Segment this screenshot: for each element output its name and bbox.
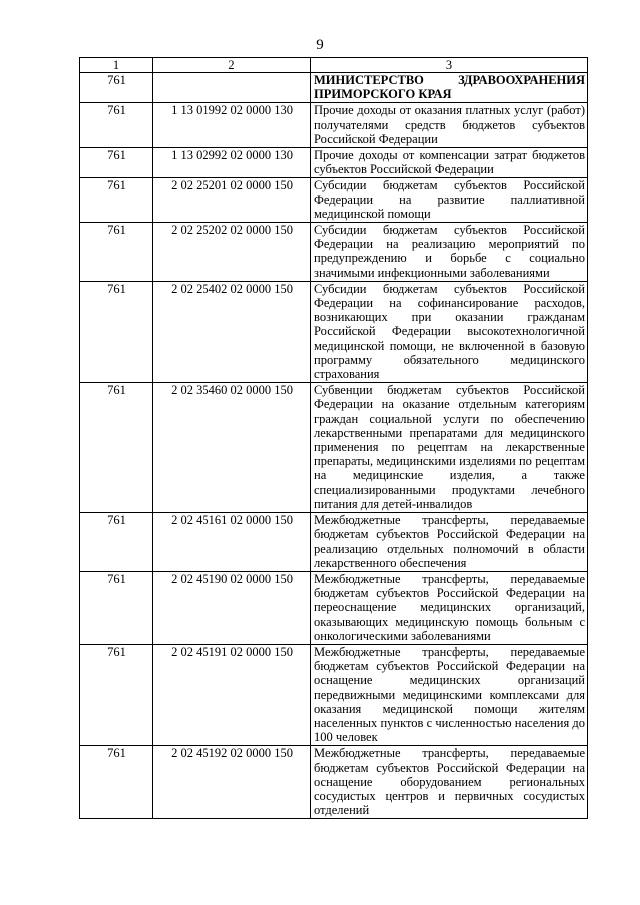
admin-code-cell: 761 (80, 281, 153, 382)
table-row (80, 148, 588, 178)
admin-code-cell: 761 (80, 571, 153, 644)
admin-code-cell: 761 (80, 746, 153, 819)
income-code-cell: 2 02 35460 02 0000 150 (153, 383, 311, 513)
income-code-cell: 2 02 25201 02 0000 150 (153, 178, 311, 223)
income-code-cell: 2 02 25402 02 0000 150 (153, 281, 311, 382)
revenue-codes-table (79, 57, 588, 819)
income-description-cell: Межбюджетные трансферты, передаваемые бюджетам субъектов Российской Федерации на реализацию отдельных полномочий в области лекарственного обеспечения (311, 513, 588, 572)
income-code-cell: 2 02 45190 02 0000 150 (153, 571, 311, 644)
column-header-row (80, 58, 588, 73)
admin-code-cell: 761 (80, 513, 153, 572)
table-row (80, 281, 588, 382)
income-code-cell: 1 13 01992 02 0000 130 (153, 103, 311, 148)
admin-code-cell: 761 (80, 73, 153, 103)
table-row (80, 513, 588, 572)
table-row (80, 103, 588, 148)
income-description-cell: Прочие доходы от компенсации затрат бюджетов субъектов Российской Федерации (311, 148, 588, 178)
admin-code-cell: 761 (80, 644, 153, 745)
column-header-3: 3 (311, 58, 588, 73)
table-row (80, 178, 588, 223)
income-description-cell: Межбюджетные трансферты, передаваемые бюджетам субъектов Российской Федерации на оснащение оборудованием региональных сосудистых центров и первичных сосудистых отделений (311, 746, 588, 819)
income-code-cell: 1 13 02992 02 0000 130 (153, 148, 311, 178)
income-code-cell: 2 02 25202 02 0000 150 (153, 223, 311, 282)
income-code-cell: 2 02 45161 02 0000 150 (153, 513, 311, 572)
table-row (80, 644, 588, 745)
income-description-cell: Субсидии бюджетам субъектов Российской Федерации на софинансирование расходов, возникающих при оказании гражданам Российской Федерации высокотехнологичной медицинской помощи, не включенной в базовую программу обязательного медицинского страхования (311, 281, 588, 382)
ministry-name-cell: МИНИСТЕРСТВО ЗДРАВООХРАНЕНИЯ ПРИМОРСКОГО КРАЯ (311, 73, 588, 103)
column-header-1: 1 (80, 58, 153, 73)
admin-code-cell: 761 (80, 148, 153, 178)
income-description-cell: Межбюджетные трансферты, передаваемые бюджетам субъектов Российской Федерации на переоснащение медицинских организаций, оказывающих медицинскую помощь больным с онкологическими заболеваниями (311, 571, 588, 644)
admin-code-cell: 761 (80, 383, 153, 513)
column-header-2: 2 (153, 58, 311, 73)
table-row (80, 746, 588, 819)
table-row (80, 223, 588, 282)
income-description-cell: Субсидии бюджетам субъектов Российской Федерации на развитие паллиативной медицинской помощи (311, 178, 588, 223)
admin-code-cell: 761 (80, 178, 153, 223)
admin-code-cell: 761 (80, 223, 153, 282)
table-row (80, 571, 588, 644)
admin-code-cell: 761 (80, 103, 153, 148)
income-description-cell: Межбюджетные трансферты, передаваемые бюджетам субъектов Российской Федерации на оснащение медицинских организаций передвижными медицинскими комплексами для оказания медицинской помощи жителям населенных пунктов с численностью населения до 100 человек (311, 644, 588, 745)
income-code-cell (153, 73, 311, 103)
income-description-cell: Субсидии бюджетам субъектов Российской Федерации на реализацию мероприятий по предупреждению и борьбе с социально значимыми инфекционными заболеваниями (311, 223, 588, 282)
income-description-cell: Прочие доходы от оказания платных услуг (работ) получателями средств бюджетов субъектов Российской Федерации (311, 103, 588, 148)
income-code-cell: 2 02 45191 02 0000 150 (153, 644, 311, 745)
table-row (80, 383, 588, 513)
page-number: 9 (316, 37, 324, 53)
income-description-cell: Субвенции бюджетам субъектов Российской Федерации на оказание отдельным категориям граждан социальной услуги по обеспечению лекарственными препаратами для медицинского применения по рецептам на лекарственные препараты, медицинскими изделиями по рецептам на медицинские изделия, а также специализированными продуктами лечебного питания для детей-инвалидов (311, 383, 588, 513)
table-row (80, 73, 588, 103)
income-code-cell: 2 02 45192 02 0000 150 (153, 746, 311, 819)
